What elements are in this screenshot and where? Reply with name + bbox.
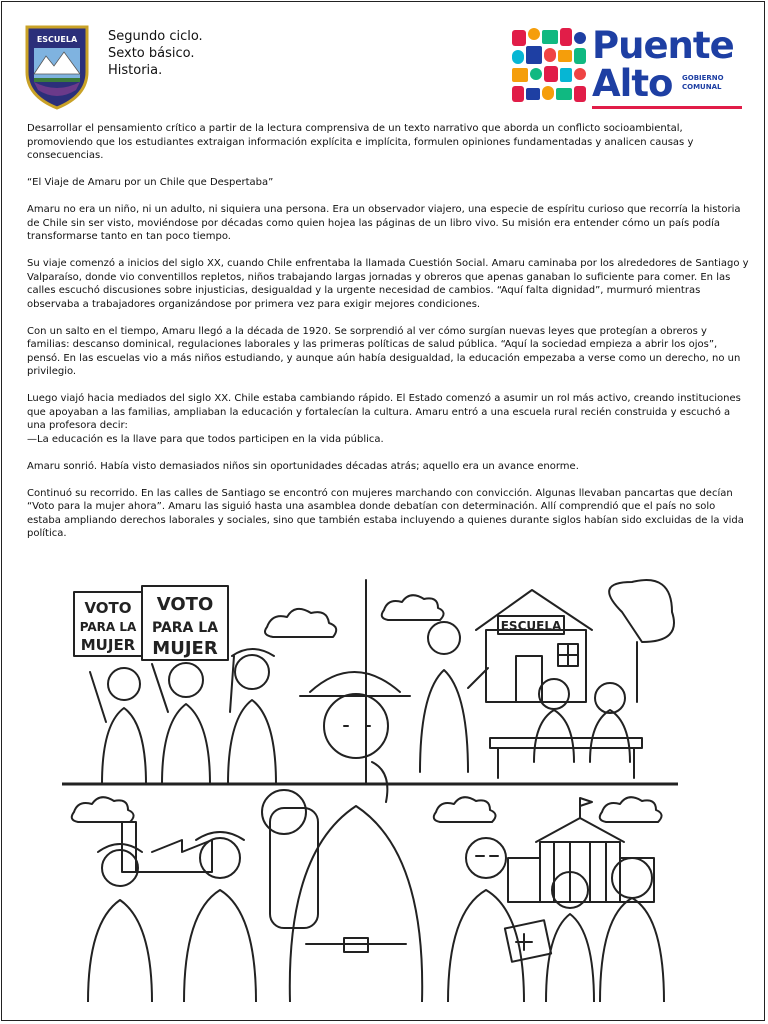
logo-word-alto: Alto — [592, 62, 673, 105]
sign-left-line1: VOTO — [84, 599, 132, 617]
cloud — [265, 609, 336, 637]
logo-subtitle — [682, 74, 724, 92]
school-sign: ESCUELA — [500, 619, 562, 633]
logo-mosaic-icon — [510, 26, 588, 110]
puente-alto-logo — [510, 26, 742, 112]
sign-right-line3: MUJER — [152, 638, 218, 659]
cloud — [382, 595, 444, 620]
women-marching — [90, 649, 276, 784]
students-at-desks — [490, 679, 642, 778]
logo-sub-gobierno: GOBIERNO — [682, 74, 724, 82]
story-paragraph: Amaru no era un niño, ni un adulto, ni siquiera una persona. Era un observador viajero, una especie de espíritu curioso que recorría la historia de Chile sin ser visto, moviéndose por décadas como quien hojea las páginas de un libro vivo. Su misión era entender cómo un país podía transformarse tanto en tan poco tiempo. — [27, 204, 741, 242]
sign-right-line1: VOTO — [156, 594, 214, 615]
story-paragraph: Con un salto en el tiempo, Amaru llegó a la década de 1920. Se sorprendió al ver cómo surgían nuevas leyes que protegían a obreros y familias: descanso dominical, regulaciones laborales y las primeras políticas de salud pública. “Aquí la sociedad empieza a abrir los ojos”, pensó. En las escuelas vio a más niños estudiando, y aunque aún había desigualdad, la educación empezaba a verse como un derecho, no un privilegio. — [27, 325, 741, 377]
sign-left-line2: PARA LA — [79, 620, 137, 634]
logo-word-puente: Puente — [592, 24, 734, 67]
cloud — [600, 797, 662, 822]
learning-objective: Desarrollar el pensamiento crítico a partir de la lectura comprensiva de un texto narrativo que aborda un conflicto socioambiental, promoviendo que los estudiantes extraigan información explícita e implícita, formulen opiniones fundamentadas y analicen causas y consecuencias. — [27, 123, 694, 161]
story-title: “El Viaje de Amaru por un Chile que Despertaba” — [27, 177, 274, 188]
subject-label: Historia. — [108, 63, 163, 78]
tree — [609, 580, 674, 642]
grade-label: Sexto básico. — [108, 46, 195, 61]
story-paragraph: Su viaje comenzó a inicios del siglo XX, cuando Chile enfrentaba la llamada Cuestión Social. Amaru caminaba por los alrededores de Santiago y Valparaíso, donde vio conventillos repletos, niños trabajando largas jornadas y obreros que apenas ganaban lo suficiente para comer. En las calles escuchó discusiones sobre injusticias, desigualdad y la urgente necesidad de cambios. “Aquí falta dignidad”, murmuró mientras observaba a trabajadores organizándose por primera vez para exigir mejores condiciones. — [27, 258, 749, 310]
story-quote: —La educación es la llave para que todos participen en la vida pública. — [27, 433, 384, 445]
story-paragraph: Amaru sonrió. Había visto demasiados niños sin oportunidades décadas atrás; aquello era un avance enorme. — [27, 460, 579, 472]
government-building — [508, 798, 654, 902]
amaru-character — [262, 672, 422, 1002]
health-workers-group — [448, 838, 664, 1002]
school-building — [476, 590, 592, 702]
workers — [88, 832, 256, 1002]
logo-underline — [592, 106, 742, 109]
cloud — [72, 797, 134, 822]
teacher — [420, 622, 488, 772]
story-paragraph: Luego viajó hacia mediados del siglo XX. Chile estaba cambiando rápido. El Estado comenzó a asumir un rol más activo, creando instituciones que apoyaban a las familias, ampliaban la educación y fortalecían la cultura. Amaru entró a una escuela rural recién construida y escuchó a una profesora decir: — [27, 393, 741, 431]
reading-text — [27, 122, 749, 554]
cycle-label: Segundo ciclo. — [108, 29, 203, 44]
coloring-illustration — [62, 572, 678, 1002]
crest-label: ESCUELA — [36, 35, 78, 44]
school-crest-logo — [24, 24, 90, 110]
sign-right-line2: PARA LA — [151, 620, 219, 636]
sign-left-line3: MUJER — [80, 636, 136, 654]
story-paragraph: Continuó su recorrido. En las calles de Santiago se encontró con mujeres marchando con convicción. Algunas llevaban pancartas que decían “Voto para la mujer ahora”. Amaru las siguió hasta una asamblea donde debatían con determinación. Allí comprendió que el país no solo estaba ampliando derechos laborales y sociales, sino que también estaba incluyendo a quienes durante siglos habían sido excluidas de la vida política. — [27, 487, 744, 539]
course-info — [108, 28, 203, 79]
cloud — [434, 797, 496, 822]
logo-sub-comunal: COMUNAL — [682, 83, 722, 91]
